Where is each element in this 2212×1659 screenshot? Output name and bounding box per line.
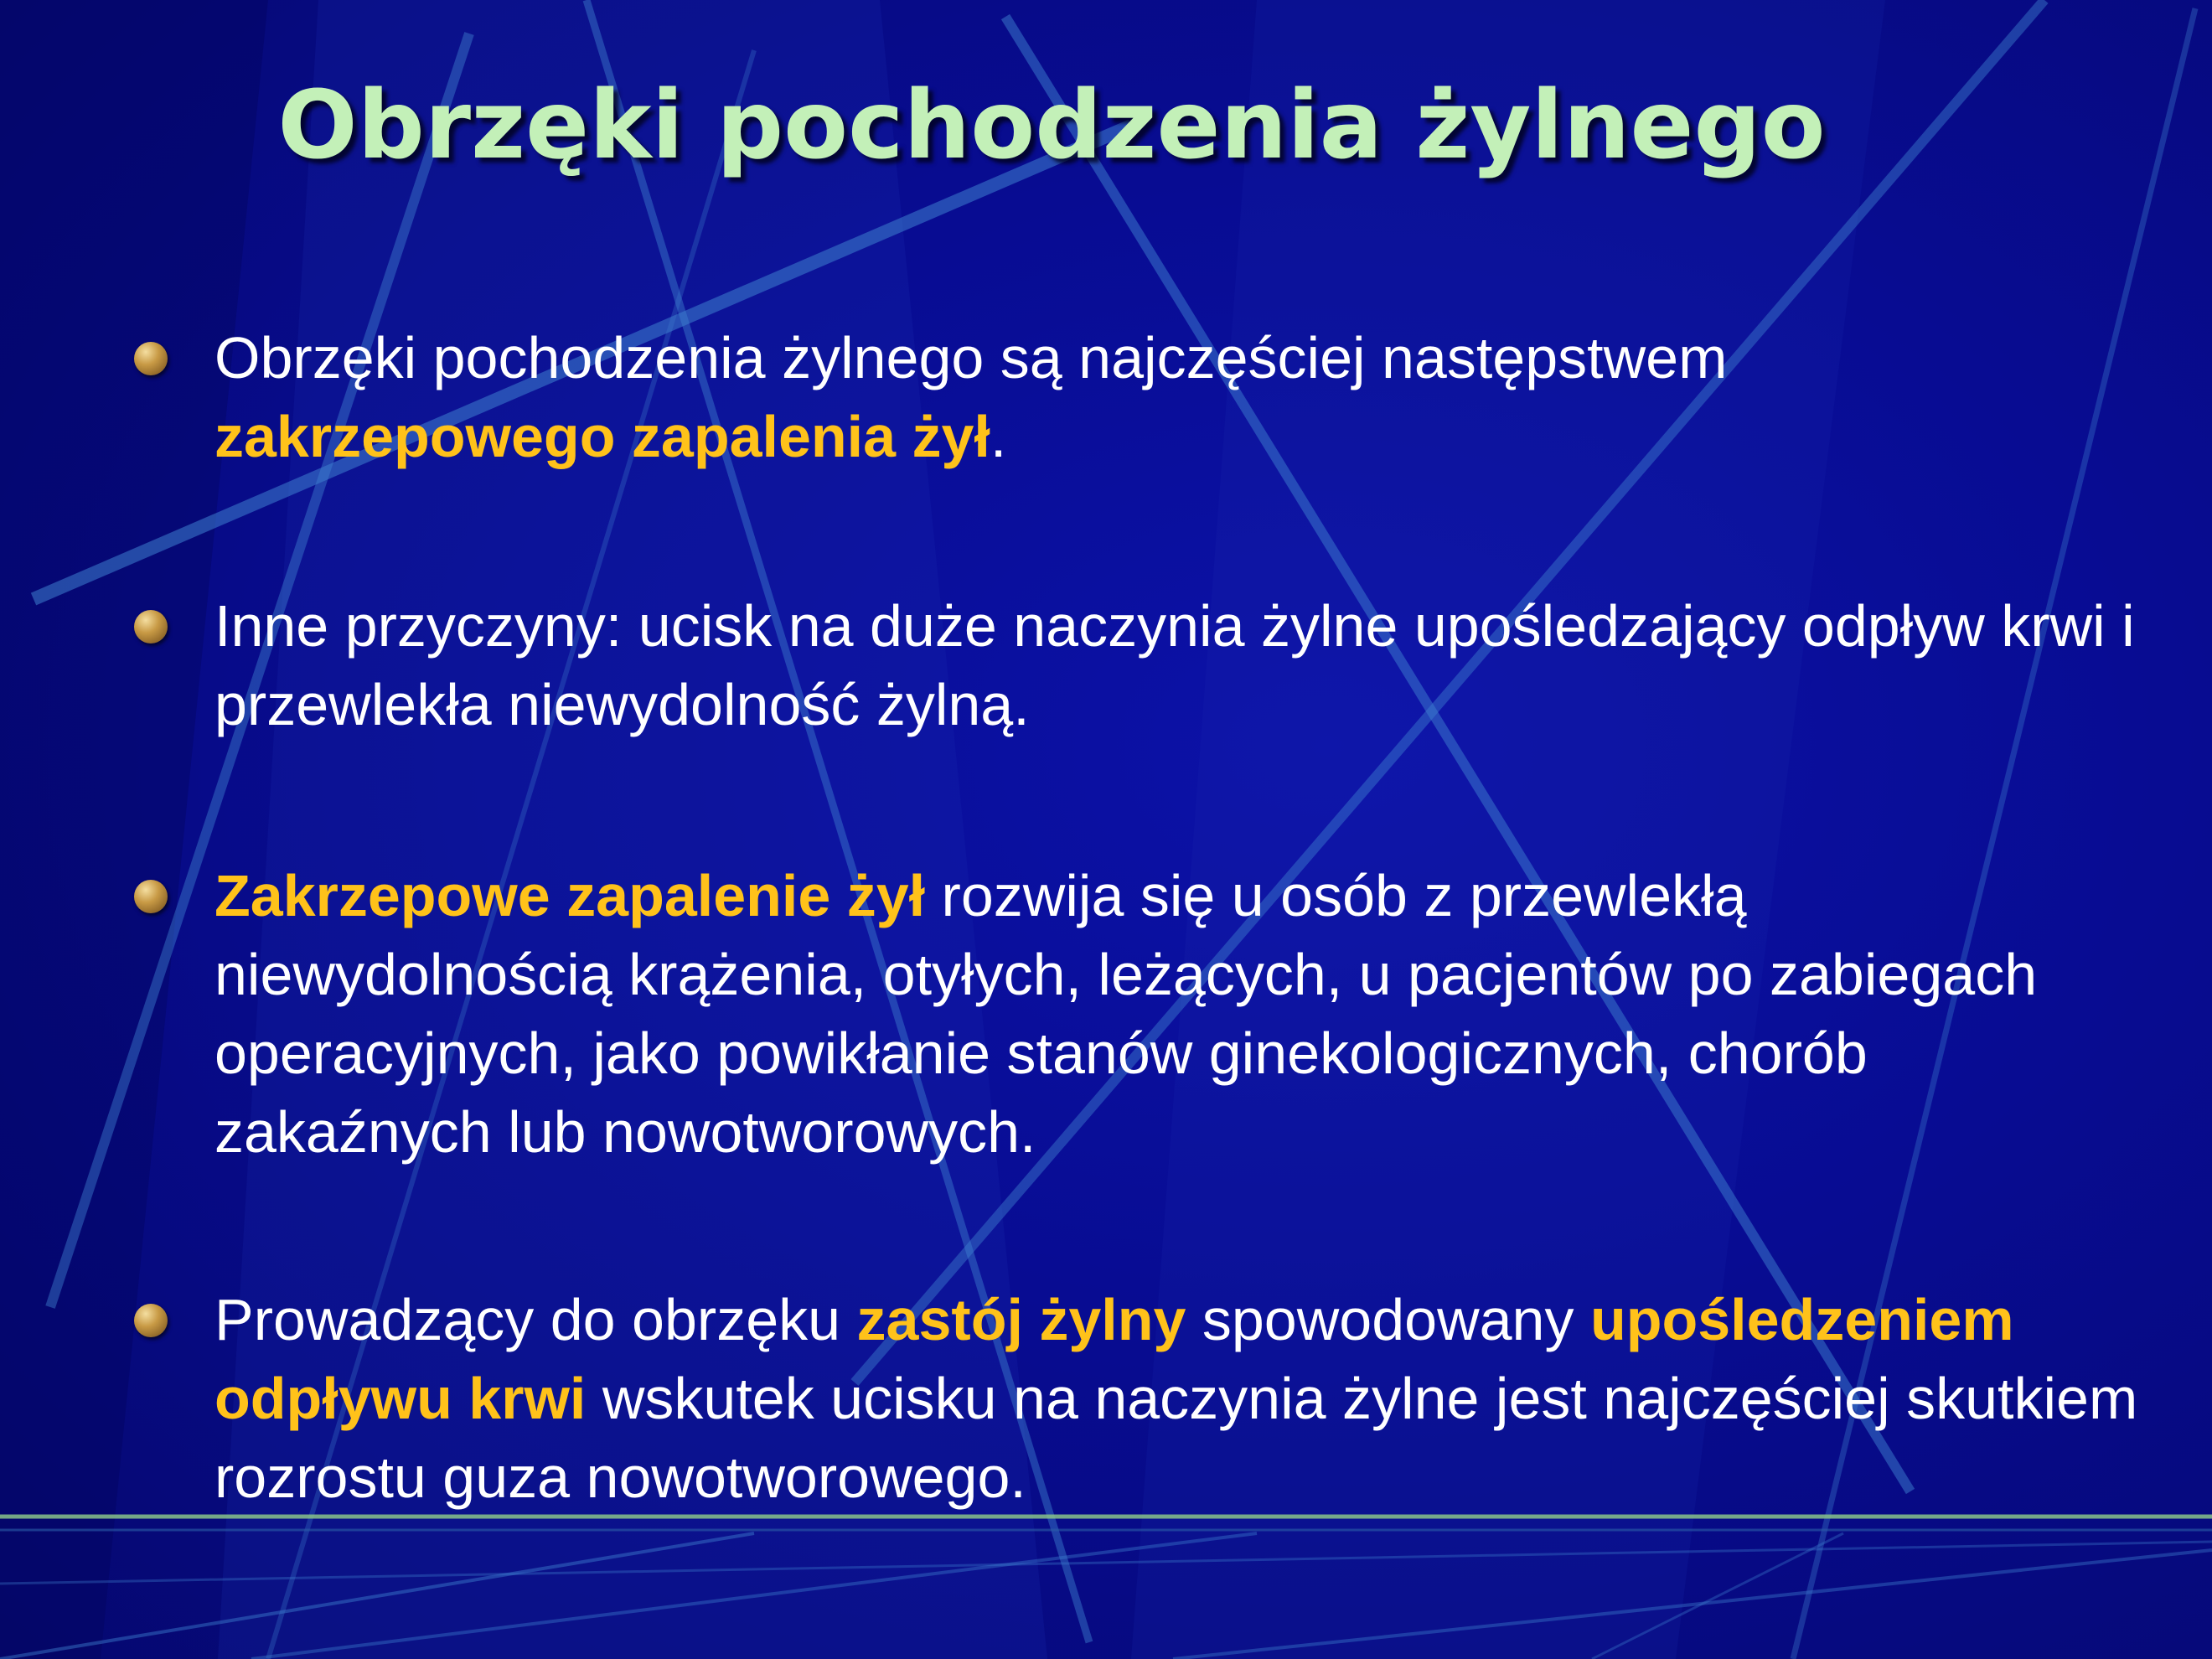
highlight-text: zastój żylny xyxy=(856,1287,1186,1352)
bullet-text: Inne przyczyny: ucisk na duże naczynia żylne upośledzający odpływ krwi i przewlekła niewydolność żylną. xyxy=(214,593,2135,737)
bullet-text: Zakrzepowe zapalenie żył rozwija się u osób z przewlekłą niewydolnością krążenia, otyłych, leżących, u pacjentów po zabiegach operacyjnych, jako powikłanie stanów ginekologicznych, chorób zakaźnych lub nowotworowych. xyxy=(214,863,2038,1165)
bullet-icon xyxy=(134,1304,168,1337)
bullet-icon xyxy=(134,342,168,375)
bullet-icon xyxy=(134,610,168,643)
highlight-text: upośledzeniem odpływu krwi xyxy=(214,1287,2014,1431)
slide-title: Obrzęki pochodzenia żylnego xyxy=(277,71,1826,180)
bullet-icon xyxy=(134,880,168,913)
bullet-text: Prowadzący do obrzęku zastój żylny spowodowany upośledzeniem odpływu krwi wskutek ucisku na naczynia żylne jest najczęściej skutkiem rozrostu guza nowotworowego. xyxy=(214,1287,2138,1510)
highlight-text: zakrzepowego zapalenia żył xyxy=(214,404,990,469)
highlight-text: Zakrzepowe zapalenie żył xyxy=(214,863,926,928)
bullet-text: Obrzęki pochodzenia żylnego są najczęściej następstwem zakrzepowego zapalenia żył. xyxy=(214,325,1728,469)
